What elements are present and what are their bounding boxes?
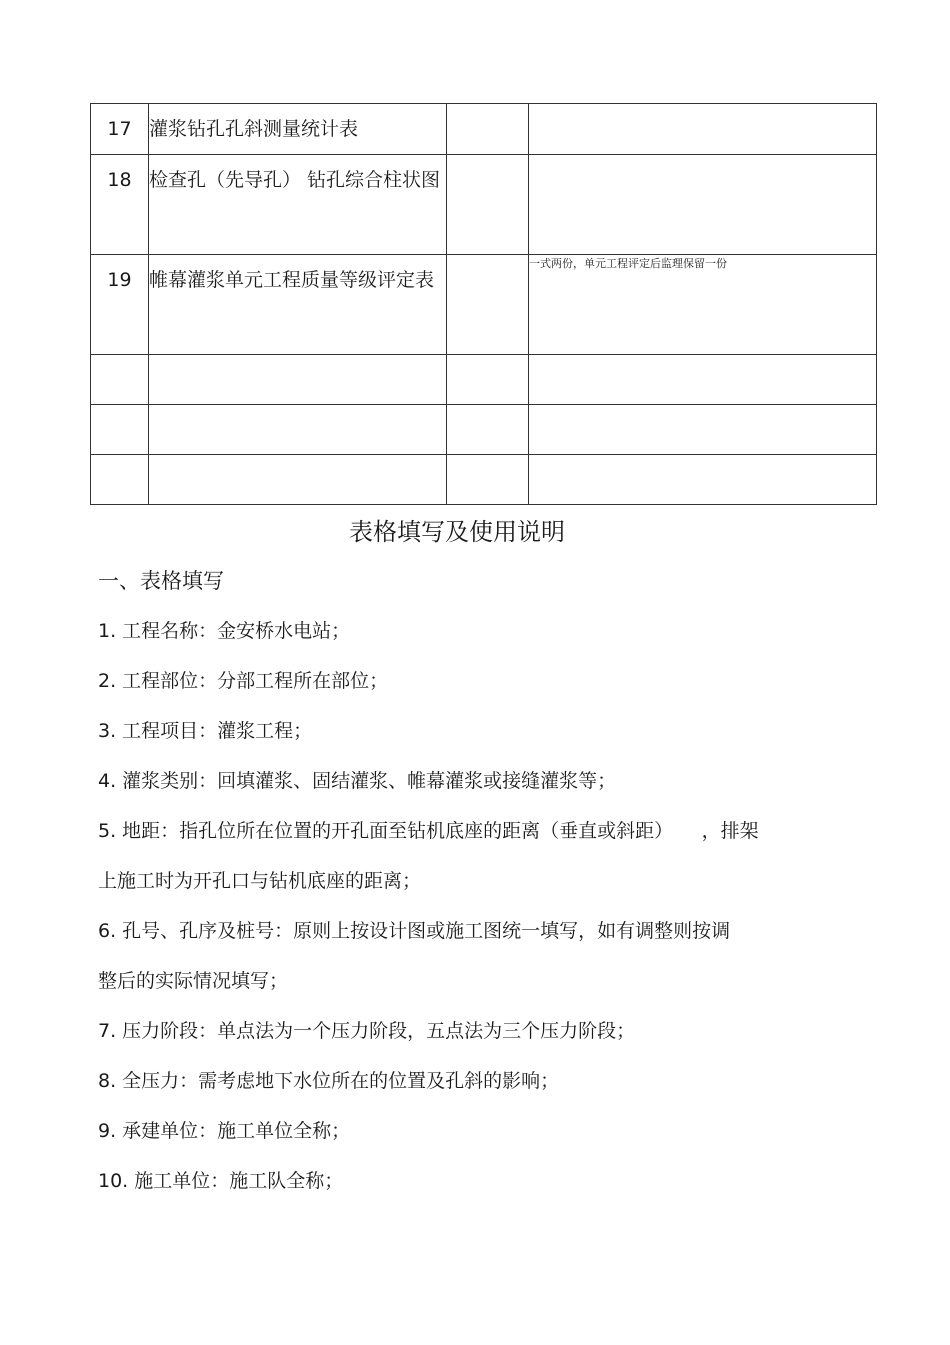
instructions-title: 表格填写及使用说明 (349, 518, 565, 546)
instruction-item: 9. 承建单位：施工单位全称； (98, 1120, 351, 1142)
instruction-item: 1. 工程名称：金安桥水电站； (98, 620, 351, 642)
instruction-item: 8. 全压力：需考虑地下水位所在的位置及孔斜的影响； (98, 1070, 560, 1092)
row-number (91, 405, 149, 455)
cell-col3 (447, 255, 529, 355)
form-name (149, 455, 447, 505)
table-row (91, 355, 877, 405)
form-name: 检查孔（先导孔） 钻孔综合柱状图 (149, 155, 447, 255)
remark-cell (529, 355, 877, 405)
form-name: 灌浆钻孔孔斜测量统计表 (149, 104, 447, 155)
instruction-item: 4. 灌浆类别：回填灌浆、固结灌浆、帷幕灌浆或接缝灌浆等； (98, 770, 617, 792)
instruction-item: 上施工时为开孔口与钻机底座的距离； (98, 870, 422, 892)
cell-col3 (447, 355, 529, 405)
row-number (91, 455, 149, 505)
remark-cell (529, 405, 877, 455)
form-name: 帷幕灌浆单元工程质量等级评定表 (149, 255, 447, 355)
cell-col3 (447, 104, 529, 155)
row-number: 19 (91, 255, 149, 355)
remark-cell (529, 155, 877, 255)
cell-col3 (447, 405, 529, 455)
remark-cell (529, 104, 877, 155)
table-row (91, 255, 877, 355)
row-number: 17 (91, 104, 149, 155)
instruction-item: 7. 压力阶段：单点法为一个压力阶段，五点法为三个压力阶段； (98, 1020, 636, 1042)
instruction-item: 6. 孔号、孔序及桩号：原则上按设计图或施工图统一填写，如有调整则按调 (98, 920, 731, 942)
instruction-item: 2. 工程部位：分部工程所在部位； (98, 670, 389, 692)
section-heading: 一、表格填写 (98, 569, 224, 593)
table-row (91, 104, 877, 155)
instruction-item: 整后的实际情况填写； (98, 970, 289, 992)
remark-cell: 一式两份，单元工程评定后监理保留一份 (529, 255, 877, 355)
row-number (91, 355, 149, 405)
form-list-table (90, 103, 877, 505)
cell-col3 (447, 455, 529, 505)
table-row (91, 455, 877, 505)
form-name (149, 355, 447, 405)
form-name (149, 405, 447, 455)
table-row (91, 405, 877, 455)
instruction-item: 5. 地距：指孔位所在位置的开孔面至钻机底座的距离（垂直或斜距） ，排架 (98, 820, 759, 842)
remark-cell (529, 455, 877, 505)
table-row (91, 155, 877, 255)
instruction-item: 10. 施工单位：施工队全称； (98, 1170, 344, 1192)
row-number: 18 (91, 155, 149, 255)
instruction-item: 3. 工程项目：灌浆工程； (98, 720, 313, 742)
cell-col3 (447, 155, 529, 255)
